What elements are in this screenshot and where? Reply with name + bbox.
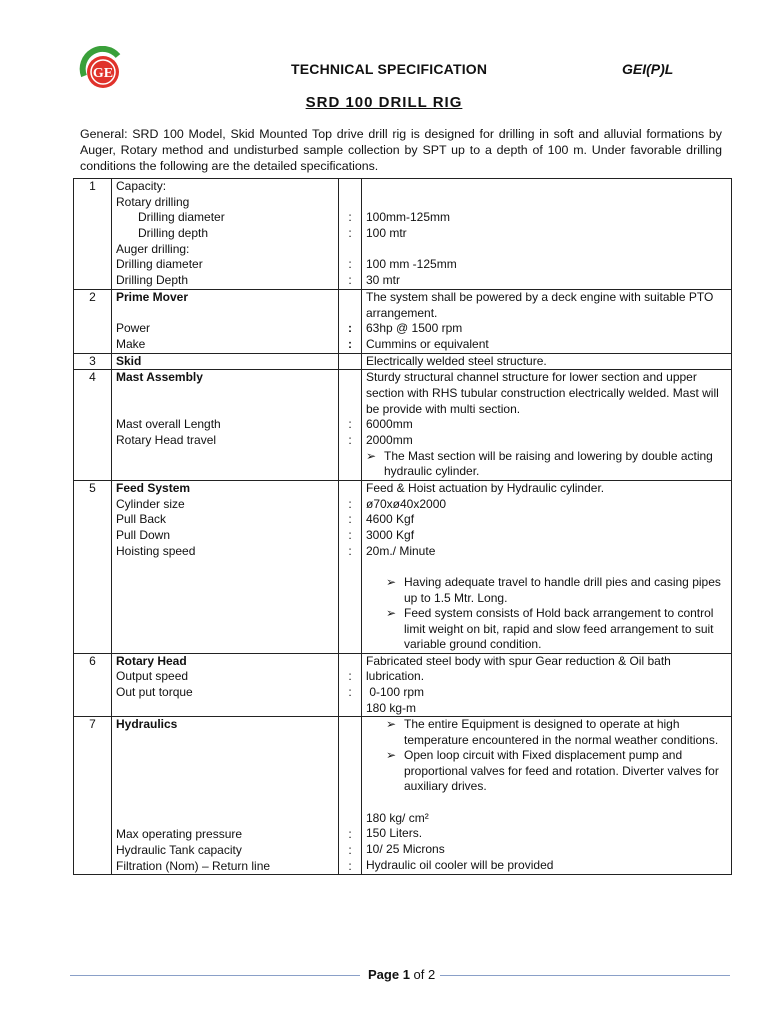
- colon: [343, 386, 357, 402]
- row-label: Filtration (Nom) – Return line: [116, 858, 271, 873]
- colon: [343, 242, 357, 258]
- colon: :: [348, 417, 352, 432]
- colon: :: [348, 543, 352, 558]
- row-label: Hoisting speed: [116, 543, 196, 558]
- colon: :: [348, 273, 352, 288]
- arrow-bullet-icon: ➢: [386, 748, 397, 763]
- row-heading: Prime Mover: [116, 289, 189, 304]
- arrow-bullet-icon: ➢: [386, 606, 397, 621]
- table-row: [74, 717, 732, 875]
- row-value: 150 Liters.: [366, 826, 423, 841]
- colon: [343, 701, 357, 717]
- row-label: [116, 402, 334, 418]
- table-row: [74, 353, 732, 370]
- colon: :: [348, 433, 352, 447]
- row-value: be provide with multi section.: [366, 401, 521, 416]
- bullet-item: [366, 449, 727, 480]
- row-label: Capacity:: [116, 179, 167, 193]
- row-label: Pull Down: [116, 528, 171, 543]
- row-value: 100mm-125mm: [366, 210, 451, 225]
- colon: [343, 370, 357, 386]
- colon: :: [348, 685, 352, 700]
- row-value: 4600 Kgf: [366, 512, 415, 527]
- row-value: 180 kg-m: [366, 700, 417, 715]
- bullet-text: Feed system consists of Hold back arrangement to control limit weight on bit, rapid and slow feed arrangement to suit variable ground condition.: [404, 606, 714, 652]
- bullet-item: [366, 606, 727, 653]
- row-value: arrangement.: [366, 305, 438, 320]
- table-row: [74, 179, 732, 290]
- row-value: 0-100 rpm: [366, 685, 425, 700]
- row-label: [116, 449, 334, 465]
- row-value: lubrication.: [366, 669, 425, 684]
- colon: [343, 449, 357, 465]
- company-logo: [78, 46, 126, 94]
- colon: :: [348, 528, 352, 543]
- row-value: section with RHS tubular construction electrically welded. Mast will: [366, 385, 719, 400]
- row-label: Power: [116, 321, 151, 336]
- spec-table: [73, 178, 732, 875]
- row-label: Drilling diameter: [116, 257, 203, 272]
- table-row: [74, 370, 732, 481]
- row-label: Rotary drilling: [116, 194, 190, 209]
- row-label: Pull Back: [116, 512, 167, 527]
- row-heading: Skid: [116, 353, 142, 368]
- bullet-item: [366, 748, 727, 795]
- bullet-text: The entire Equipment is designed to operate at high temperature encountered in the normal weather conditions.: [404, 717, 719, 747]
- arrow-bullet-icon: ➢: [386, 575, 397, 590]
- row-heading: Mast Assembly: [116, 370, 203, 385]
- colon: [343, 481, 357, 497]
- row-value: ø70xø40x2000: [366, 496, 447, 511]
- footer-rule-left: [70, 975, 360, 976]
- row-label: [116, 306, 334, 322]
- row-heading: Hydraulics: [116, 717, 178, 732]
- colon: [343, 354, 357, 370]
- row-value: [366, 179, 727, 195]
- page-of: of: [409, 967, 428, 982]
- row-value: Sturdy structural channel structure for lower section and upper: [366, 370, 697, 385]
- row-value: [366, 242, 727, 258]
- row-label: [116, 701, 334, 717]
- row-label: Output speed: [116, 669, 189, 684]
- row-label: Max operating pressure: [116, 827, 243, 842]
- colon: :: [348, 496, 352, 511]
- row-label: Out put torque: [116, 685, 193, 700]
- table-row: [74, 289, 732, 353]
- colon: [343, 717, 357, 733]
- row-number: 2: [89, 289, 96, 304]
- row-value: 10/ 25 Microns: [366, 842, 445, 856]
- row-label: Auger drilling:: [116, 241, 190, 256]
- row-value: Feed & Hoist actuation by Hydraulic cylinder.: [366, 481, 605, 496]
- row-value: 100 mtr: [366, 226, 407, 241]
- colon: :: [348, 842, 352, 857]
- row-value: Cummins or equivalent: [366, 336, 489, 351]
- row-label: Hydraulic Tank capacity: [116, 842, 242, 857]
- row-label: Make: [116, 336, 146, 351]
- colon: [343, 654, 357, 670]
- arrow-bullet-icon: ➢: [366, 448, 377, 463]
- colon: :: [348, 210, 352, 225]
- bullet-text: Open loop circuit with Fixed displacement pump and proportional valves for feed and rotation. Diverter valves for auxiliary drives.: [404, 748, 719, 794]
- row-value: 20m./ Minute: [366, 543, 436, 558]
- colon: :: [348, 512, 352, 527]
- colon: [343, 402, 357, 418]
- row-label: Drilling depth: [138, 226, 209, 241]
- table-row: [74, 481, 732, 654]
- colon: :: [348, 257, 352, 272]
- arrow-bullet-icon: ➢: [386, 717, 397, 732]
- row-value: Electrically welded steel structure.: [366, 353, 547, 368]
- row-value: 63hp @ 1500 rpm: [366, 321, 463, 336]
- row-label: Rotary Head travel: [116, 433, 217, 447]
- document-title: SRD 100 DRILL RIG: [305, 94, 463, 111]
- colon: [343, 464, 357, 480]
- page-number: 1: [402, 967, 410, 982]
- page-word: Page: [368, 967, 403, 982]
- colon: :: [348, 669, 352, 684]
- colon: :: [348, 858, 352, 873]
- row-label: [116, 464, 334, 480]
- colon: [343, 195, 357, 211]
- colon: :: [348, 336, 352, 351]
- colon: :: [348, 321, 352, 336]
- bullet-text: Having adequate travel to handle drill pies and casing pipes up to 1.5 Mtr. Long.: [404, 575, 721, 605]
- colon: [343, 306, 357, 322]
- row-label: [116, 386, 334, 402]
- spacer: [366, 560, 727, 576]
- row-value: 180 kg/ cm²: [366, 810, 429, 825]
- row-value: 100 mm -125mm: [366, 257, 457, 272]
- row-heading: Feed System: [116, 481, 191, 496]
- bullet-item: [366, 575, 727, 606]
- row-value: Hydraulic oil cooler will be provided: [366, 857, 554, 872]
- row-value: The system shall be powered by a deck engine with suitable PTO: [366, 289, 714, 304]
- colon: :: [348, 226, 352, 241]
- row-number: 4: [89, 370, 96, 385]
- row-number: 7: [89, 717, 96, 732]
- table-row: [74, 653, 732, 717]
- row-label: Drilling Depth: [116, 273, 189, 288]
- header-title: TECHNICAL SPECIFICATION: [291, 61, 488, 77]
- row-label: Cylinder size: [116, 496, 185, 511]
- row-value: 3000 Kgf: [366, 528, 415, 543]
- footer-rule-right: [440, 975, 730, 976]
- row-value: Fabricated steel body with spur Gear reduction & Oil bath: [366, 653, 671, 668]
- row-number: 1: [89, 179, 96, 193]
- row-label: Mast overall Length: [116, 417, 221, 432]
- logo-text: GE: [92, 66, 114, 81]
- colon: [343, 179, 357, 195]
- row-value: [366, 195, 727, 211]
- page-total: 2: [428, 967, 436, 982]
- row-number: 3: [89, 353, 96, 368]
- row-number: 6: [89, 653, 96, 668]
- row-number: 5: [89, 481, 96, 496]
- row-value: 6000mm: [366, 417, 413, 432]
- header-company-code: GEI(P)L: [622, 61, 674, 77]
- row-label: Drilling diameter: [138, 210, 225, 225]
- page-indicator: [368, 967, 435, 982]
- row-heading: Rotary Head: [116, 653, 187, 668]
- row-value: 30 mtr: [366, 273, 401, 288]
- intro-paragraph: General: SRD 100 Model, Skid Mounted Top drive drill rig is designed for drilling in soft and alluvial formations by Auger, Rotary method and undisturbed sample collection by SPT up to a depth of 100 m. Under favorable drilling conditions the following are the detailed specifications.: [80, 127, 722, 173]
- row-value: 2000mm: [366, 433, 413, 447]
- bullet-item: [366, 717, 727, 748]
- colon: [343, 290, 357, 306]
- bullet-text: The Mast section will be raising and lowering by double acting hydraulic cylinder.: [384, 448, 713, 479]
- colon: :: [348, 827, 352, 842]
